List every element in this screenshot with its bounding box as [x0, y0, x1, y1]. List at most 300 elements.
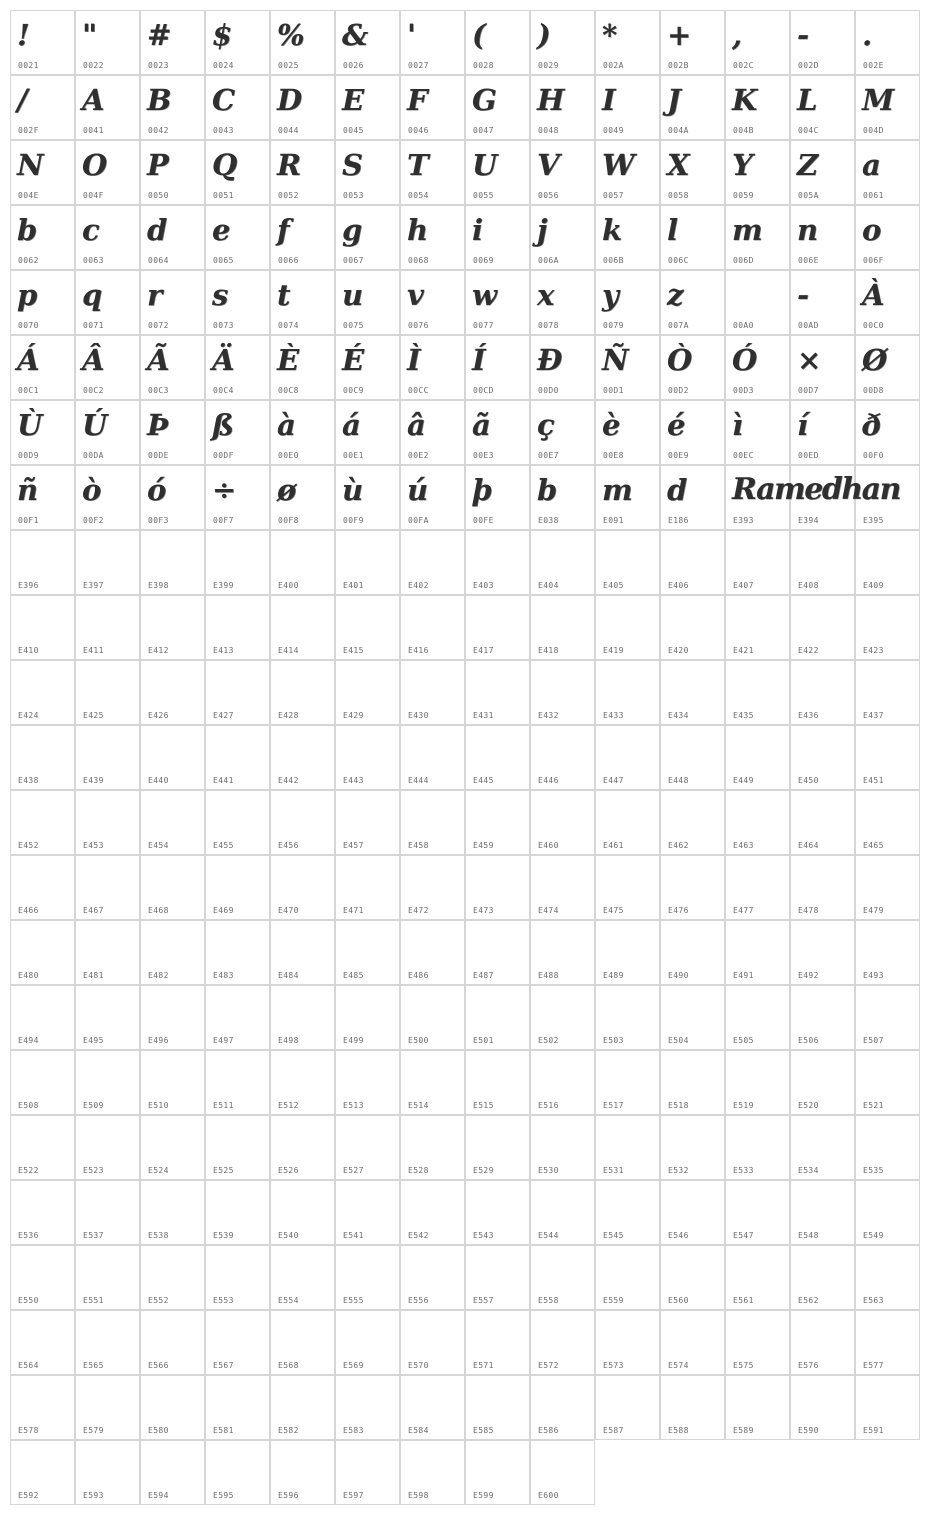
glyph-code-label: 0051	[213, 191, 234, 200]
glyph-code-label: 00DF	[213, 451, 234, 460]
glyph-cell	[270, 335, 335, 400]
glyph-sample: â	[407, 408, 426, 442]
glyph-cell	[140, 270, 205, 335]
glyph-cell	[75, 465, 140, 530]
glyph-cell	[660, 75, 725, 140]
glyph-cell	[270, 985, 335, 1050]
glyph-cell	[140, 1050, 205, 1115]
glyph-cell	[205, 465, 270, 530]
glyph-cell	[595, 530, 660, 595]
glyph-cell	[205, 400, 270, 465]
glyph-code-label: 0078	[538, 321, 559, 330]
glyph-cell	[660, 10, 725, 75]
glyph-code-label: 00C2	[83, 386, 104, 395]
glyph-code-label: 0043	[213, 126, 234, 135]
glyph-code-label: 002A	[603, 61, 624, 70]
glyph-code-label: E436	[798, 711, 819, 720]
glyph-code-label: E406	[668, 581, 689, 590]
glyph-code-label: E555	[343, 1296, 364, 1305]
glyph-cell	[10, 660, 75, 725]
glyph-code-label: 0077	[473, 321, 494, 330]
glyph-code-label: 00F3	[148, 516, 169, 525]
glyph-code-label: E462	[668, 841, 689, 850]
glyph-code-label: E419	[603, 646, 624, 655]
glyph-code-label: E438	[18, 776, 39, 785]
glyph-code-label: 00F9	[343, 516, 364, 525]
glyph-cell	[205, 335, 270, 400]
glyph-code-label: E542	[408, 1231, 429, 1240]
glyph-sample: à	[277, 408, 296, 442]
glyph-sample: í	[797, 408, 808, 442]
glyph-sample: q	[82, 278, 102, 312]
glyph-code-label: E576	[798, 1361, 819, 1370]
glyph-sample: ñ	[17, 473, 38, 507]
glyph-code-label: E558	[538, 1296, 559, 1305]
glyph-sample: þ	[472, 473, 492, 507]
glyph-code-label: E564	[18, 1361, 39, 1370]
glyph-cell	[790, 1180, 855, 1245]
glyph-cell	[595, 1050, 660, 1115]
glyph-sample: d	[667, 473, 687, 507]
glyph-cell	[530, 530, 595, 595]
glyph-cell	[855, 920, 920, 985]
glyph-sample: Ã	[147, 343, 170, 377]
glyph-cell	[75, 1440, 140, 1505]
glyph-cell	[10, 1050, 75, 1115]
glyph-code-label: E487	[473, 971, 494, 980]
glyph-cell	[335, 790, 400, 855]
glyph-code-label: E501	[473, 1036, 494, 1045]
glyph-cell	[400, 725, 465, 790]
glyph-cell	[10, 985, 75, 1050]
glyph-cell	[725, 855, 790, 920]
glyph-code-label: E450	[798, 776, 819, 785]
glyph-code-label: E521	[863, 1101, 884, 1110]
glyph-sample: G	[472, 83, 497, 117]
glyph-cell	[140, 660, 205, 725]
glyph-sample: L	[797, 83, 817, 117]
glyph-cell	[855, 205, 920, 270]
glyph-sample: è	[602, 408, 620, 442]
glyph-code-label: E568	[278, 1361, 299, 1370]
glyph-cell	[790, 140, 855, 205]
glyph-sample: r	[147, 278, 162, 312]
glyph-cell	[205, 140, 270, 205]
glyph-cell	[75, 660, 140, 725]
glyph-cell	[10, 75, 75, 140]
glyph-cell	[140, 10, 205, 75]
glyph-cell	[75, 1050, 140, 1115]
glyph-code-label: 004E	[18, 191, 39, 200]
glyph-code-label: E423	[863, 646, 884, 655]
glyph-cell	[75, 335, 140, 400]
glyph-cell	[855, 1180, 920, 1245]
glyph-code-label: E490	[668, 971, 689, 980]
glyph-code-label: E598	[408, 1491, 429, 1500]
glyph-cell	[855, 75, 920, 140]
glyph-cell	[855, 1050, 920, 1115]
glyph-code-label: E405	[603, 581, 624, 590]
glyph-cell	[790, 400, 855, 465]
glyph-cell	[400, 985, 465, 1050]
glyph-cell	[335, 465, 400, 530]
glyph-code-label: E474	[538, 906, 559, 915]
glyph-sample: w	[472, 278, 497, 312]
glyph-sample: %	[277, 18, 305, 52]
glyph-cell	[530, 660, 595, 725]
glyph-code-label: E522	[18, 1166, 39, 1175]
glyph-cell	[660, 920, 725, 985]
glyph-code-label: 0073	[213, 321, 234, 330]
glyph-cell	[465, 140, 530, 205]
glyph-code-label: 0070	[18, 321, 39, 330]
glyph-code-label: E429	[343, 711, 364, 720]
glyph-cell	[790, 790, 855, 855]
glyph-code-label: 004B	[733, 126, 754, 135]
glyph-cell	[335, 1245, 400, 1310]
glyph-code-label: 00C8	[278, 386, 299, 395]
glyph-code-label: 0065	[213, 256, 234, 265]
glyph-cell	[725, 985, 790, 1050]
glyph-cell	[75, 595, 140, 660]
glyph-cell	[790, 75, 855, 140]
glyph-cell	[660, 1180, 725, 1245]
glyph-cell	[465, 400, 530, 465]
glyph-sample: È	[277, 343, 299, 377]
glyph-code-label: 002E	[863, 61, 884, 70]
glyph-code-label: E484	[278, 971, 299, 980]
glyph-code-label: 00D3	[733, 386, 754, 395]
glyph-cell	[75, 1115, 140, 1180]
glyph-cell	[725, 660, 790, 725]
glyph-code-label: E535	[863, 1166, 884, 1175]
glyph-code-label: E552	[148, 1296, 169, 1305]
glyph-cell	[335, 985, 400, 1050]
glyph-sample: N	[17, 148, 44, 182]
glyph-code-label: 007A	[668, 321, 689, 330]
glyph-cell	[465, 920, 530, 985]
glyph-code-label: E567	[213, 1361, 234, 1370]
glyph-code-label: E469	[213, 906, 234, 915]
glyph-code-label: 0075	[343, 321, 364, 330]
glyph-cell	[140, 1115, 205, 1180]
glyph-code-label: E445	[473, 776, 494, 785]
glyph-cell	[790, 920, 855, 985]
glyph-cell	[205, 10, 270, 75]
glyph-sample: m	[732, 213, 763, 247]
glyph-cell	[10, 725, 75, 790]
glyph-code-label: E494	[18, 1036, 39, 1045]
glyph-code-label: 002B	[668, 61, 689, 70]
glyph-code-label: E424	[18, 711, 39, 720]
glyph-cell	[140, 1440, 205, 1505]
glyph-cell	[595, 270, 660, 335]
glyph-cell	[660, 270, 725, 335]
glyph-code-label: 0064	[148, 256, 169, 265]
glyph-code-label: E434	[668, 711, 689, 720]
glyph-cell	[205, 1050, 270, 1115]
glyph-code-label: 0061	[863, 191, 884, 200]
glyph-cell	[595, 920, 660, 985]
glyph-cell	[400, 465, 465, 530]
glyph-cell	[660, 1375, 725, 1440]
glyph-sample: '	[407, 18, 416, 52]
glyph-cell	[660, 725, 725, 790]
glyph-cell	[400, 1180, 465, 1245]
glyph-code-label: E452	[18, 841, 39, 850]
glyph-sample: O	[82, 148, 107, 182]
glyph-sample: A	[82, 83, 105, 117]
glyph-code-label: E553	[213, 1296, 234, 1305]
glyph-code-label: E563	[863, 1296, 884, 1305]
glyph-cell	[790, 595, 855, 660]
glyph-code-label: E460	[538, 841, 559, 850]
glyph-cell	[335, 75, 400, 140]
glyph-cell	[75, 140, 140, 205]
glyph-cell	[75, 985, 140, 1050]
glyph-code-label: E412	[148, 646, 169, 655]
glyph-sample: h	[407, 213, 428, 247]
glyph-cell	[205, 985, 270, 1050]
glyph-code-label: 0023	[148, 61, 169, 70]
glyph-cell	[595, 725, 660, 790]
glyph-sample: #	[147, 18, 171, 52]
glyph-code-label: E479	[863, 906, 884, 915]
glyph-code-label: E544	[538, 1231, 559, 1240]
glyph-code-label: 006B	[603, 256, 624, 265]
glyph-code-label: E503	[603, 1036, 624, 1045]
glyph-cell	[75, 1310, 140, 1375]
glyph-code-label: E526	[278, 1166, 299, 1175]
glyph-sample: Ð	[537, 343, 562, 377]
glyph-code-label: E520	[798, 1101, 819, 1110]
glyph-sample: Â	[82, 343, 105, 377]
glyph-code-label: E573	[603, 1361, 624, 1370]
glyph-code-label: 00F2	[83, 516, 104, 525]
glyph-sample: V	[537, 148, 560, 182]
glyph-cell	[790, 1050, 855, 1115]
glyph-code-label: E519	[733, 1101, 754, 1110]
glyph-cell	[335, 530, 400, 595]
glyph-cell	[140, 530, 205, 595]
glyph-cell	[270, 400, 335, 465]
glyph-code-label: E465	[863, 841, 884, 850]
glyph-cell	[530, 855, 595, 920]
glyph-code-label: E496	[148, 1036, 169, 1045]
glyph-cell	[140, 790, 205, 855]
glyph-code-label: E586	[538, 1426, 559, 1435]
glyph-code-label: E488	[538, 971, 559, 980]
glyph-code-label: 002D	[798, 61, 819, 70]
glyph-sample: "	[82, 18, 97, 52]
glyph-code-label: E584	[408, 1426, 429, 1435]
glyph-cell	[140, 205, 205, 270]
glyph-code-label: E430	[408, 711, 429, 720]
glyph-sample: ÷	[212, 473, 236, 507]
glyph-sample: ß	[212, 408, 234, 442]
glyph-cell	[530, 335, 595, 400]
glyph-cell	[75, 855, 140, 920]
glyph-cell	[335, 400, 400, 465]
glyph-sample: ì	[732, 408, 743, 442]
glyph-code-label: E505	[733, 1036, 754, 1045]
glyph-code-label: E433	[603, 711, 624, 720]
glyph-cell	[595, 1310, 660, 1375]
glyph-code-label: E597	[343, 1491, 364, 1500]
glyph-cell	[465, 205, 530, 270]
glyph-cell	[465, 1115, 530, 1180]
glyph-code-label: E459	[473, 841, 494, 850]
glyph-cell	[725, 335, 790, 400]
glyph-code-label: E415	[343, 646, 364, 655]
glyph-cell	[140, 1180, 205, 1245]
glyph-code-label: 0028	[473, 61, 494, 70]
glyph-cell	[400, 1440, 465, 1505]
glyph-code-label: 00D8	[863, 386, 884, 395]
glyph-code-label: E421	[733, 646, 754, 655]
glyph-code-label: E480	[18, 971, 39, 980]
glyph-cell	[400, 530, 465, 595]
glyph-cell	[400, 790, 465, 855]
glyph-cell	[855, 140, 920, 205]
glyph-cell	[595, 595, 660, 660]
glyph-cell	[400, 400, 465, 465]
glyph-code-label: E442	[278, 776, 299, 785]
glyph-code-label: 0055	[473, 191, 494, 200]
glyph-sample: l	[667, 213, 678, 247]
glyph-sample: e	[212, 213, 230, 247]
glyph-cell	[595, 140, 660, 205]
glyph-cell	[270, 205, 335, 270]
glyph-cell	[725, 920, 790, 985]
glyph-code-label: E448	[668, 776, 689, 785]
glyph-code-label: E529	[473, 1166, 494, 1175]
glyph-code-label: 00A0	[733, 321, 754, 330]
glyph-sample: c	[82, 213, 100, 247]
glyph-code-label: E492	[798, 971, 819, 980]
glyph-code-label: E482	[148, 971, 169, 980]
glyph-cell	[660, 790, 725, 855]
glyph-cell	[790, 660, 855, 725]
glyph-code-label: 00E7	[538, 451, 559, 460]
glyph-cell	[270, 140, 335, 205]
glyph-cell	[855, 660, 920, 725]
glyph-cell	[400, 335, 465, 400]
glyph-code-label: E451	[863, 776, 884, 785]
glyph-cell	[855, 530, 920, 595]
glyph-code-label: E543	[473, 1231, 494, 1240]
glyph-cell	[270, 595, 335, 660]
glyph-cell	[465, 855, 530, 920]
glyph-code-label: E591	[863, 1426, 884, 1435]
glyph-cell	[10, 335, 75, 400]
glyph-code-label: 0063	[83, 256, 104, 265]
glyph-code-label: E517	[603, 1101, 624, 1110]
glyph-cell	[855, 855, 920, 920]
glyph-code-label: E471	[343, 906, 364, 915]
glyph-code-label: E531	[603, 1166, 624, 1175]
glyph-cell	[660, 140, 725, 205]
glyph-code-label: E409	[863, 581, 884, 590]
glyph-cell	[335, 595, 400, 660]
glyph-code-label: E582	[278, 1426, 299, 1435]
glyph-cell	[725, 1115, 790, 1180]
glyph-cell	[140, 595, 205, 660]
glyph-sample: &	[342, 18, 368, 52]
glyph-code-label: E418	[538, 646, 559, 655]
glyph-code-label: E455	[213, 841, 234, 850]
glyph-cell	[855, 270, 920, 335]
glyph-cell	[205, 1115, 270, 1180]
glyph-cell	[205, 660, 270, 725]
glyph-code-label: 002F	[18, 126, 39, 135]
glyph-code-label: E186	[668, 516, 689, 525]
glyph-sample: Þ	[147, 408, 169, 442]
glyph-cell	[855, 1375, 920, 1440]
glyph-cell	[10, 1245, 75, 1310]
glyph-code-label: E515	[473, 1101, 494, 1110]
glyph-code-label: E594	[148, 1491, 169, 1500]
glyph-code-label: E498	[278, 1036, 299, 1045]
glyph-cell	[855, 790, 920, 855]
glyph-cell	[10, 1180, 75, 1245]
glyph-cell	[725, 725, 790, 790]
glyph-code-label: E456	[278, 841, 299, 850]
glyph-cell	[335, 270, 400, 335]
glyph-code-label: E524	[148, 1166, 169, 1175]
glyph-cell	[465, 270, 530, 335]
glyph-code-label: 0053	[343, 191, 364, 200]
glyph-cell	[10, 400, 75, 465]
glyph-sample: K	[732, 83, 757, 117]
glyph-cell	[725, 595, 790, 660]
glyph-cell	[530, 140, 595, 205]
glyph-cell	[465, 660, 530, 725]
glyph-cell	[140, 1245, 205, 1310]
glyph-code-label: E537	[83, 1231, 104, 1240]
glyph-code-label: E600	[538, 1491, 559, 1500]
glyph-cell	[205, 1245, 270, 1310]
glyph-cell	[140, 985, 205, 1050]
glyph-cell	[465, 790, 530, 855]
glyph-code-label: E426	[148, 711, 169, 720]
glyph-code-label: E548	[798, 1231, 819, 1240]
glyph-cell	[205, 595, 270, 660]
glyph-code-label: 00EC	[733, 451, 754, 460]
glyph-cell	[400, 1375, 465, 1440]
glyph-cell	[10, 1440, 75, 1505]
glyph-code-label: E523	[83, 1166, 104, 1175]
glyph-code-label: 00DE	[148, 451, 169, 460]
glyph-cell	[270, 725, 335, 790]
glyph-cell	[530, 1440, 595, 1505]
glyph-cell	[530, 400, 595, 465]
glyph-code-label: E495	[83, 1036, 104, 1045]
glyph-code-label: 00C3	[148, 386, 169, 395]
glyph-sample: T	[407, 148, 429, 182]
glyph-cell	[10, 1310, 75, 1375]
glyph-code-label: 0042	[148, 126, 169, 135]
glyph-sample: D	[277, 83, 302, 117]
glyph-cell	[75, 270, 140, 335]
glyph-cell	[205, 1440, 270, 1505]
glyph-sample: *	[602, 18, 617, 52]
glyph-cell	[400, 10, 465, 75]
glyph-sample: +	[667, 18, 691, 52]
glyph-code-label: 0021	[18, 61, 39, 70]
glyph-code-label: 006E	[798, 256, 819, 265]
glyph-cell	[270, 270, 335, 335]
